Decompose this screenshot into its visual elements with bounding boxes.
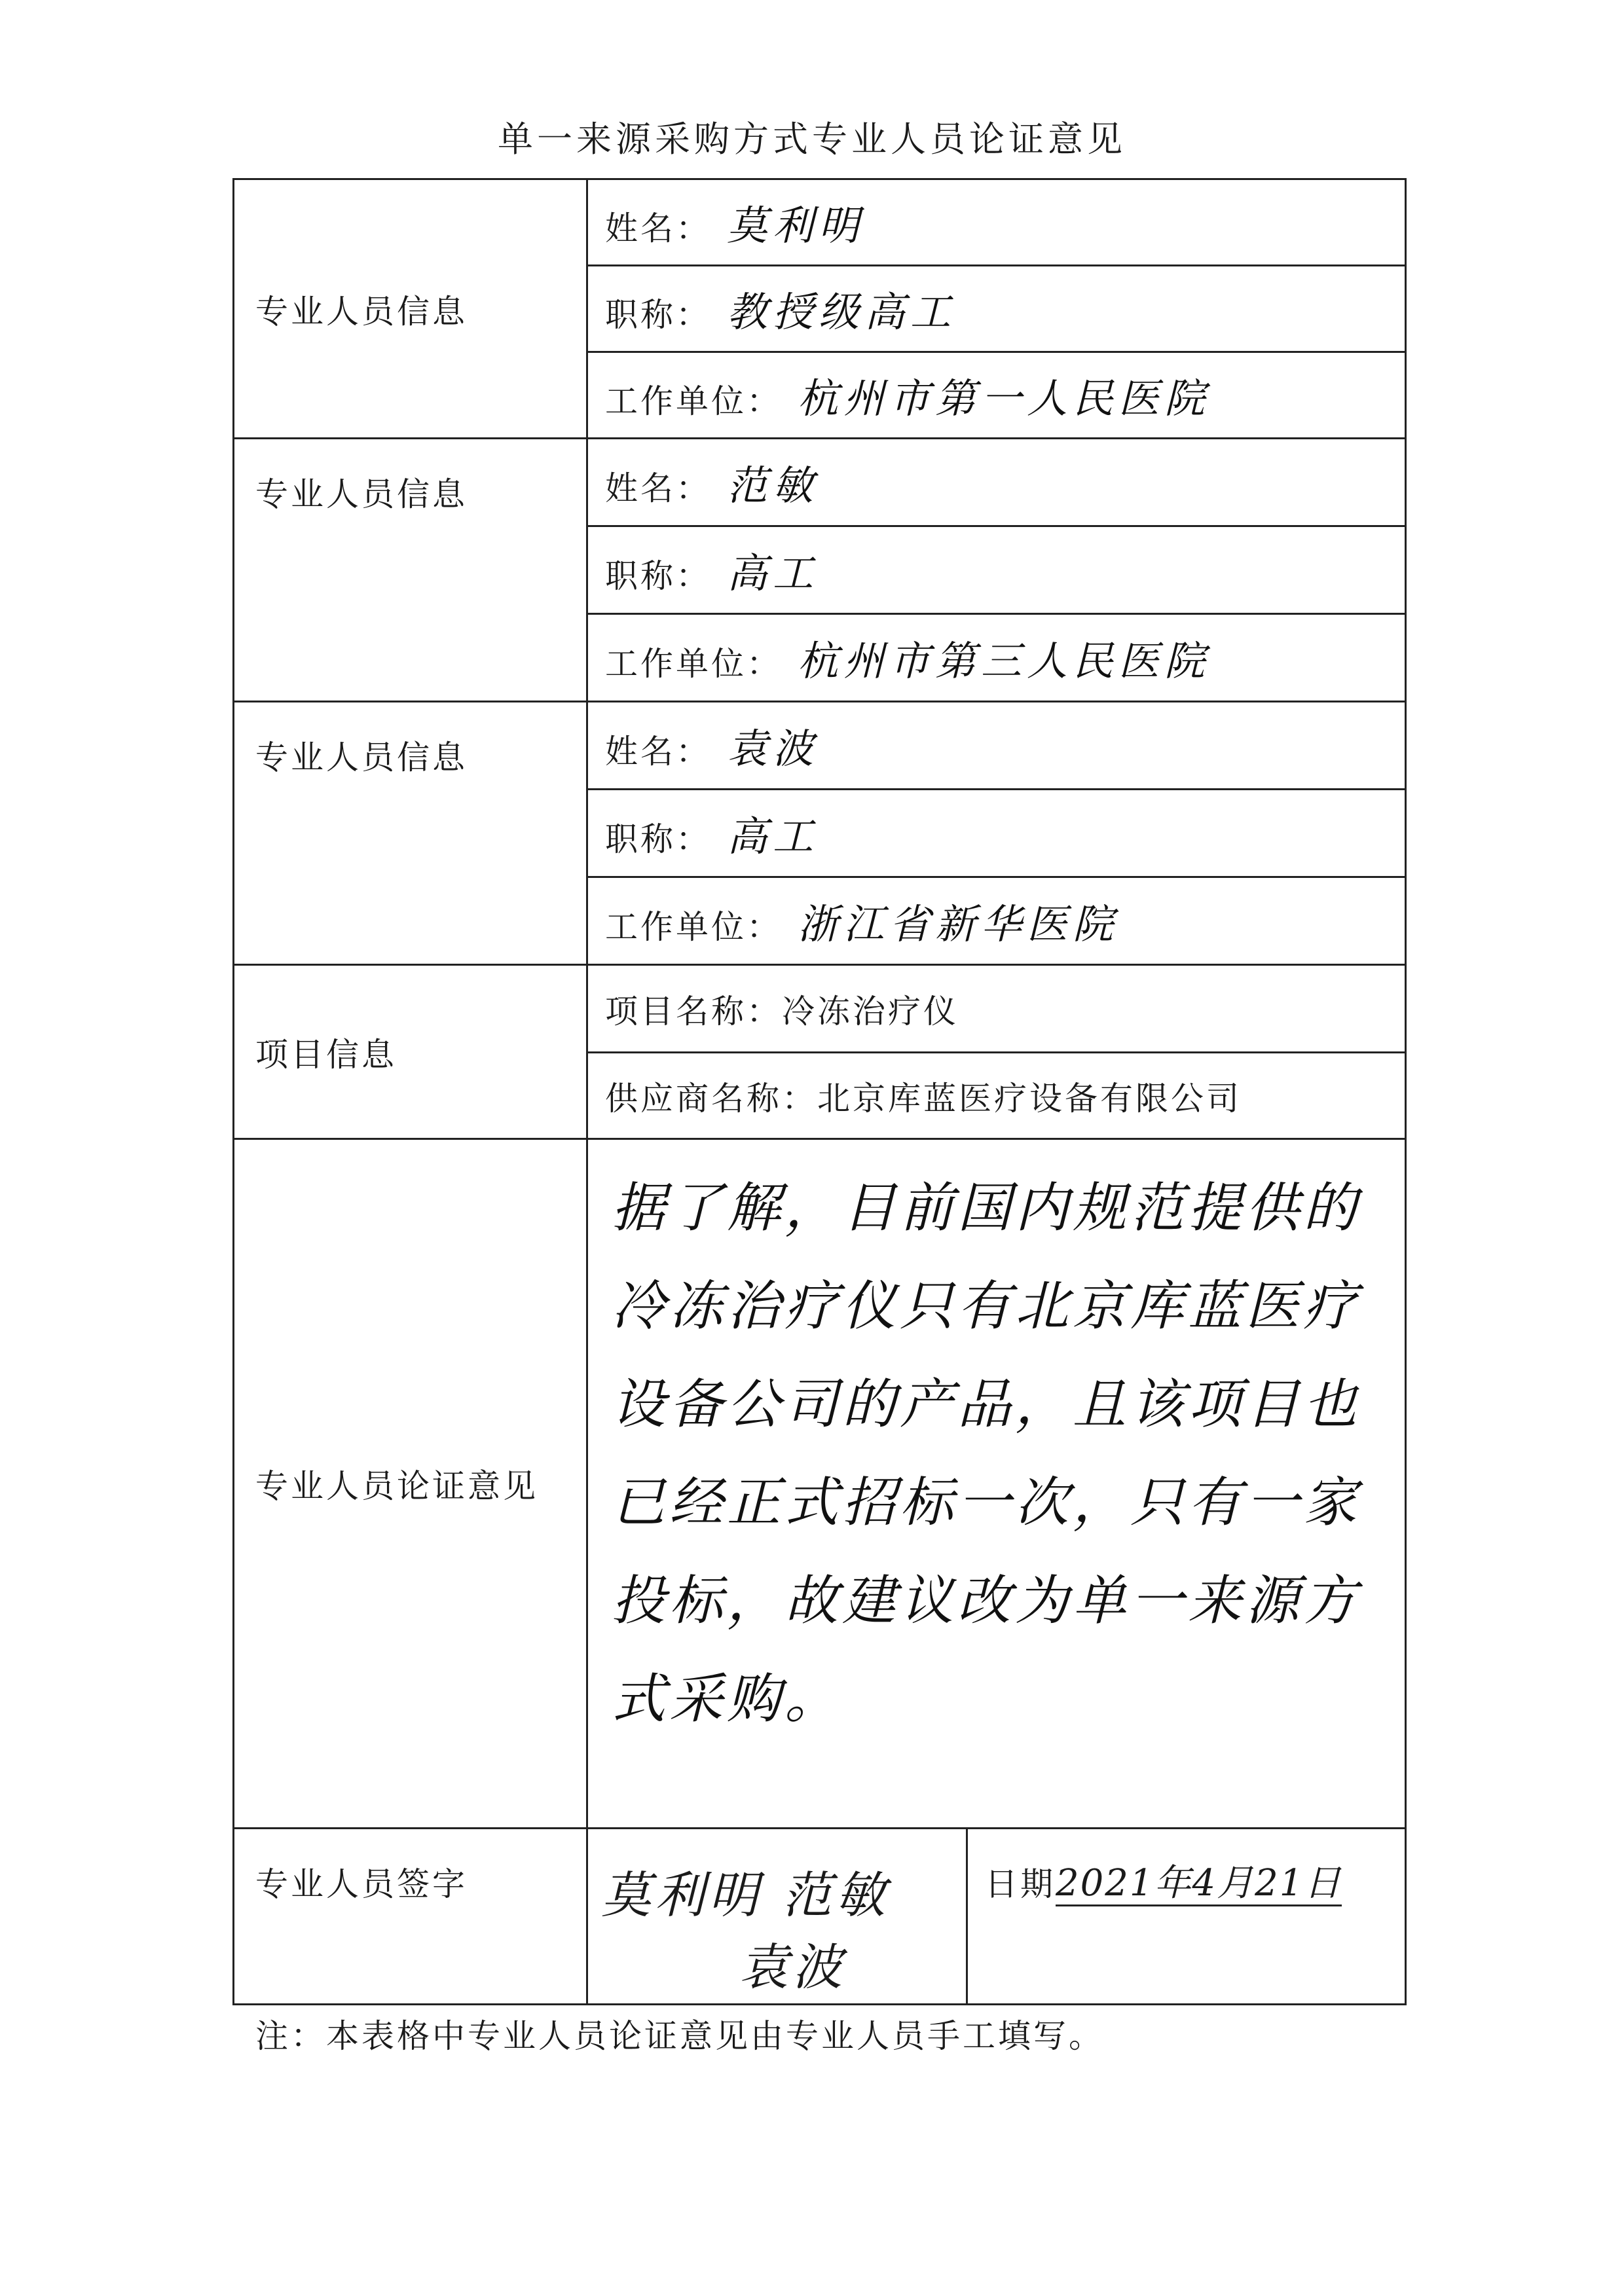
expert-3-name-label: 姓名：: [605, 733, 711, 771]
expert-3-org-value: 浙江省新华医院: [798, 900, 1119, 948]
expert-3-name-value: 袁波: [727, 725, 819, 773]
expert-3-name-row: [234, 702, 1406, 790]
signature-names-cell: [587, 1829, 967, 2005]
expert-1-org-label: 工作单位：: [605, 382, 782, 420]
footnote: 注：本表格中专业人员论证意见由专业人员手工填写。: [255, 2017, 1104, 2055]
expert-3-org-label: 工作单位：: [605, 908, 782, 946]
expert-1-name-value: 莫利明: [727, 202, 865, 249]
project-name-row: [234, 965, 1406, 1053]
expert-2-name-value: 范敏: [727, 462, 819, 509]
expert-1-name-label: 姓名：: [605, 210, 711, 247]
expert-2-title-cell: [587, 526, 1406, 614]
expert-2-org-value: 杭州市第三人民医院: [798, 637, 1211, 685]
project-section-label: 项目信息: [234, 965, 587, 1139]
expert-2-name-row: [234, 439, 1406, 526]
document-title: 单一来源采购方式专业人员论证意见: [498, 118, 1126, 160]
expert-3-title-value: 高工: [727, 812, 819, 860]
expert-1-org-cell: [587, 352, 1406, 439]
expert-1-name-cell: [587, 179, 1406, 266]
expert-1-org-value: 杭州市第一人民医院: [798, 374, 1211, 422]
expert-3-title-label: 职称：: [605, 820, 711, 858]
expert-1-name-row: [234, 179, 1406, 266]
opinion-text: 据了解，目前国内规范提供的冷冻治疗仪只有北京库蓝医疗设备公司的产品，且该项目也已经正式招标一次，只有一家投标，故建议改为单一来源方式采购。: [612, 1177, 1361, 1730]
signature-row: [234, 1829, 1406, 2005]
expert-1-title-label: 职称：: [605, 296, 711, 334]
expert-1-title-cell: [587, 266, 1406, 352]
expert-1-title-value: 教授级高工: [727, 288, 957, 336]
expert-2-name-cell: [587, 439, 1406, 526]
supplier-name: 供应商名称：北京库蓝医疗设备有限公司: [587, 1053, 1406, 1139]
signature-section-label: 专业人员签字: [234, 1829, 587, 2005]
expert-2-title-label: 职称：: [605, 557, 711, 595]
opinion-cell: [587, 1139, 1406, 1829]
date-label: 日期: [985, 1865, 1056, 1903]
expert-2-section-label: 专业人员信息: [234, 439, 587, 702]
expert-2-title-value: 高工: [727, 549, 819, 597]
signature-names-line1: 莫利明 范敏: [601, 1866, 890, 1924]
date-value: 2021年4月21日: [1056, 1862, 1342, 1906]
opinion-row: [234, 1139, 1406, 1829]
expert-3-name-cell: [587, 702, 1406, 790]
signature-date-cell: [967, 1829, 1406, 2005]
expert-2-name-label: 姓名：: [605, 469, 711, 507]
opinion-section-label: 专业人员论证意见: [234, 1139, 587, 1829]
expert-2-org-cell: [587, 614, 1406, 702]
expert-3-org-cell: [587, 877, 1406, 965]
project-name: 项目名称：冷冻治疗仪: [587, 965, 1406, 1053]
expert-opinion-form: [232, 178, 1407, 2005]
signature-names-line2: 袁波: [739, 1938, 846, 1996]
expert-3-title-cell: [587, 790, 1406, 877]
expert-1-section-label: 专业人员信息: [234, 179, 587, 439]
expert-2-org-label: 工作单位：: [605, 645, 782, 683]
expert-3-section-label: 专业人员信息: [234, 702, 587, 965]
